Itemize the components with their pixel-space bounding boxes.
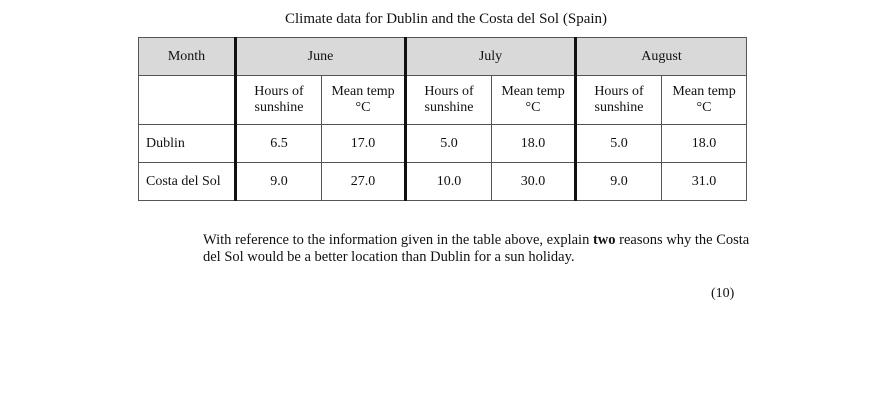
subheader-line: Mean temp [331,84,395,99]
table-cell: 17.0 [322,125,406,163]
month-july-header: July [406,38,576,76]
subheader-august-sunshine [576,76,662,125]
question-emphasis: two [592,232,616,248]
row-label-dublin: Dublin [139,125,236,163]
subheader-august-temp [662,76,747,125]
table-cell: 5.0 [576,125,662,163]
subheader-line: °C [355,100,371,115]
table-row [139,163,747,201]
subheader-blank [139,76,236,125]
table-cell: 9.0 [576,163,662,201]
subheader-line: Hours of [254,84,304,99]
subheader-line: sunshine [424,100,474,115]
question-text [203,232,763,266]
subheader-line: °C [525,100,541,115]
subheader-july-sunshine [406,76,492,125]
question-part: With reference to the information given in the table above, explain [203,232,593,248]
page-title [0,11,892,28]
row-label-costa-del-sol: Costa del Sol [139,163,236,201]
subheader-line: Mean temp [501,84,565,99]
subheader-june-temp [322,76,406,125]
month-header: Month [139,38,236,76]
subheader-row [139,76,747,125]
subheader-line: Hours of [594,84,644,99]
question-part: reasons why the Costa del Sol would be a better location than Dublin for a sun holiday. [203,232,750,265]
subheader-july-temp [492,76,576,125]
table-row [139,125,747,163]
table-cell: 27.0 [322,163,406,201]
subheader-line: sunshine [594,100,644,115]
table-cell: 18.0 [492,125,576,163]
header-row [139,38,747,76]
subheader-line: °C [696,100,712,115]
month-august-header: August [576,38,747,76]
table-cell: 6.5 [236,125,322,163]
table-cell: 9.0 [236,163,322,201]
subheader-line: Hours of [424,84,474,99]
table-cell: 10.0 [406,163,492,201]
climate-table [138,37,747,201]
title-text: Climate data for Dublin and the Costa del Sol (Spain) [284,11,608,27]
table-cell: 31.0 [662,163,747,201]
subheader-june-sunshine [236,76,322,125]
table-cell: 5.0 [406,125,492,163]
subheader-line: Mean temp [672,84,736,99]
subheader-line: sunshine [254,100,304,115]
table-cell: 30.0 [492,163,576,201]
month-june-header: June [236,38,406,76]
marks-label: (10) [711,286,735,301]
table-cell: 18.0 [662,125,747,163]
